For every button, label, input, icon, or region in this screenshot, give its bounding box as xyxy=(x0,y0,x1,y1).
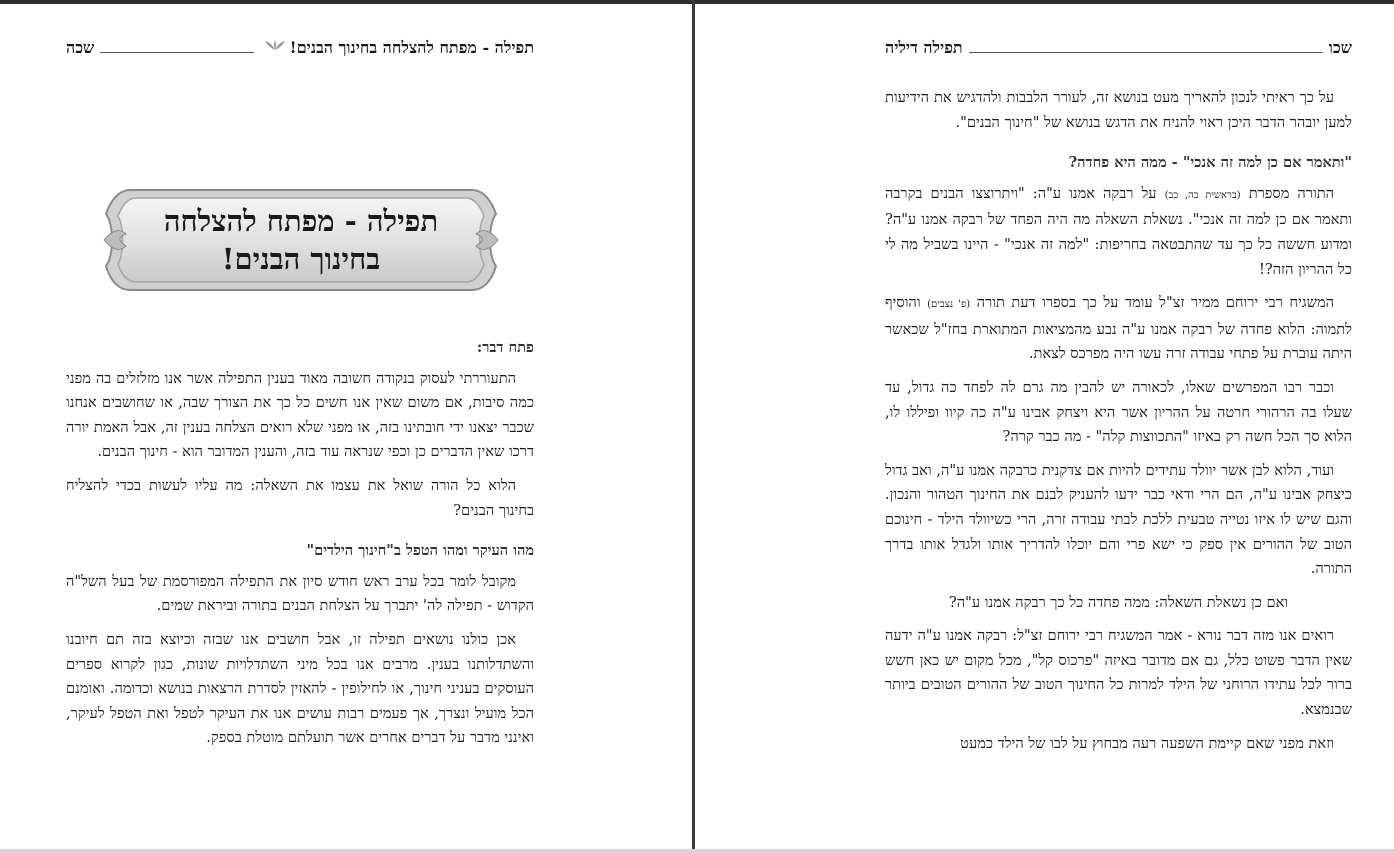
banner-title-line-1: תפילה - מפתח להצלחה xyxy=(163,204,439,238)
left-header-title: תפילה - מפתח להצלחה בחינוך הבנים! xyxy=(289,38,534,57)
section-heading-main-vs-secondary: מהו העיקר ומהו הטפל ב"חינוך הילדים" xyxy=(306,542,534,560)
paragraph-text: התורה מספרת xyxy=(1248,184,1335,202)
banner-title-line-2: בחינוך הבנים! xyxy=(221,242,381,276)
paragraph: אכן כולנו נושאים תפילה זו, אבל חושבים אנו שבזה וכיוצא בזה תם חיובנו והשתדלותנו בענין. מרבים אנו בכל מיני השתדלויות שונות, כגון לקרוא ספרים העוסקים בעניני חינוך, או לחילופין - להאזין לסדרת הרצאות בנושא וכדומה. ואומנם הכל מועיל ונצרך, אך פעמים רבות עושים אנו את העיקר לטפל ואת הטפל לעיקר, ואינני מדבר על דברים אחרים אשר תועלתם מוטלת בספק. xyxy=(66,630,534,747)
paragraph-text: על רבקה אמנו ע"ה: "ויתרוצצו הבנים בקרבה ותאמר אם כן למה זה אנכי". נשאלת השאלה מה היה הפחד של רבקה אמנו ע"ה? ומדוע חששה כל כך עד שהתבטאה בחריפות: "למה זה אנכי" - היינו בשביל מה לי כל ההריון הזה?! xyxy=(885,184,1352,278)
window-bottom-bar xyxy=(0,849,1394,853)
paragraph: הלוא כל הורה שואל את עצמו את השאלה: מה עליו לעשות בכדי להצליח בחינוך הבנים? xyxy=(66,476,534,519)
question-line: ואם כן נשאלת השאלה: ממה פחדה כל כך רבקה אמנו ע"ה? xyxy=(948,593,1289,611)
left-page-body xyxy=(66,336,534,760)
header-rule xyxy=(969,52,1323,53)
paragraph: וזאת מפני שאם קיימת השפעה רעה מבחוץ על לבו של הילד כמעט xyxy=(960,734,1334,752)
paragraph-with-source xyxy=(885,182,1352,282)
paragraph-text: והוסיף לתמוה: הלוא פחדה של רבקה אמנו ע"ה נבע מהמציאות המתוארת בחז"ל שכאשר היתה עוברת על פתחי עבודה זרה עשו היה מפרכס לצאת. xyxy=(885,294,1352,363)
section-heading-intro: פתח דבר: xyxy=(476,339,534,356)
paragraph-text: המשגיח רבי ירוחם ממיר זצ"ל עומד על כך בספרו דעת תורה xyxy=(976,294,1334,312)
paragraph: ועוד, הלוא לבן אשר יוולד עתידים להיות אם צדקנית כרבקה אמנו ע"ה, ואב גדול כיצחק אבינו ע"ה, הם הרי ודאי כבר ידעו להעניק לבנם את החינוך הטהור והנכון. והגם שיש לו איזו נטייה טבעית ללכת לבתי עבודה זרה, הרי כשיוולד הילד - חינוכם הטוב של ההורים אין ספק כי ישא פרי והם יוכלו להדריך אותו ולגדל אותו בדרך התורה. xyxy=(885,461,1352,578)
banner-title xyxy=(130,202,472,278)
leaf-ornament-icon xyxy=(264,39,286,55)
source-reference: (פ' נצבים) xyxy=(927,299,971,311)
right-page-body xyxy=(885,86,1352,765)
paragraph: רואים אנו מזה דבר נורא - אמר המשגיח רבי ירוחם זצ"ל: רבקה אמנו ע"ה ידעה שאין הדבר פשוט כלל, גם אם מדובר באיזה "פרכוס קל", מכל מקום יש כאן חשש ברור לכל עתידו הרוחני של הילד למרות כל החינוך הטוב של ההורים הטובים ביותר שבנמצא. xyxy=(885,627,1352,719)
paragraph: התעוררתי לעסוק בנקודה חשובה מאוד בענין התפילה אשר אנו מזלזלים בה מפני כמה סיבות, אם משום שאין אנו חשים כל כך את הצורך שבה, או שחושבים אנחנו שכבר יצאנו ידי חובתינו בזה, או מפני שלא רואים הצלחה בענין זה, אבל האמת יורה דרכו שאין הדברים כן וכפי שנראה עוד בזה, והענין המדובר הוא - חינוך הבנים. xyxy=(66,369,534,461)
left-page-number: שכה xyxy=(66,38,95,57)
paragraph-with-source xyxy=(885,291,1352,367)
chapter-title-banner xyxy=(100,184,502,296)
paragraph: מקובל לומר בכל ערב ראש חודש סיון את התפילה המפורסמת של בעל השל"ה הקדוש - תפילה לה' יתברך על הצלחת הבנים בתורה וביראת שמים. xyxy=(66,572,534,615)
right-page xyxy=(695,0,1394,849)
left-page xyxy=(0,0,692,849)
left-page-header xyxy=(66,34,534,58)
header-rule xyxy=(100,52,253,53)
paragraph: וכבר רבו המפרשים שאלו, לכאורה יש להבין מה גרם לה לפחד כה גדול, עד שעלו בה הרהורי חרטה על ההריון אשר היא ויצחק אבינו ע"ה כה קיוו ופיללו לו, הלוא סך הכל חשה רק באיזו "התכווצות קלה" - מה כבר קרה? xyxy=(885,378,1352,446)
right-header-title: תפילה דיליה xyxy=(885,38,963,57)
paragraph: על כך ראיתי לנכון להאריך מעט בנושא זה, לעורר הלבבות ולהדגיש את הידיעות למען יובהר הדבר היכן ראוי להניח את הדגש בנושא של "חינוך הבנים". xyxy=(885,89,1352,131)
right-page-number: שכו xyxy=(1328,38,1352,57)
section-heading-rivka-fear: "ותאמר אם כן למה זה אנכי" - ממה היא פחדה? xyxy=(1068,154,1352,172)
source-reference: (בראשית כה, כב) xyxy=(1164,189,1241,201)
right-page-header xyxy=(885,34,1352,58)
